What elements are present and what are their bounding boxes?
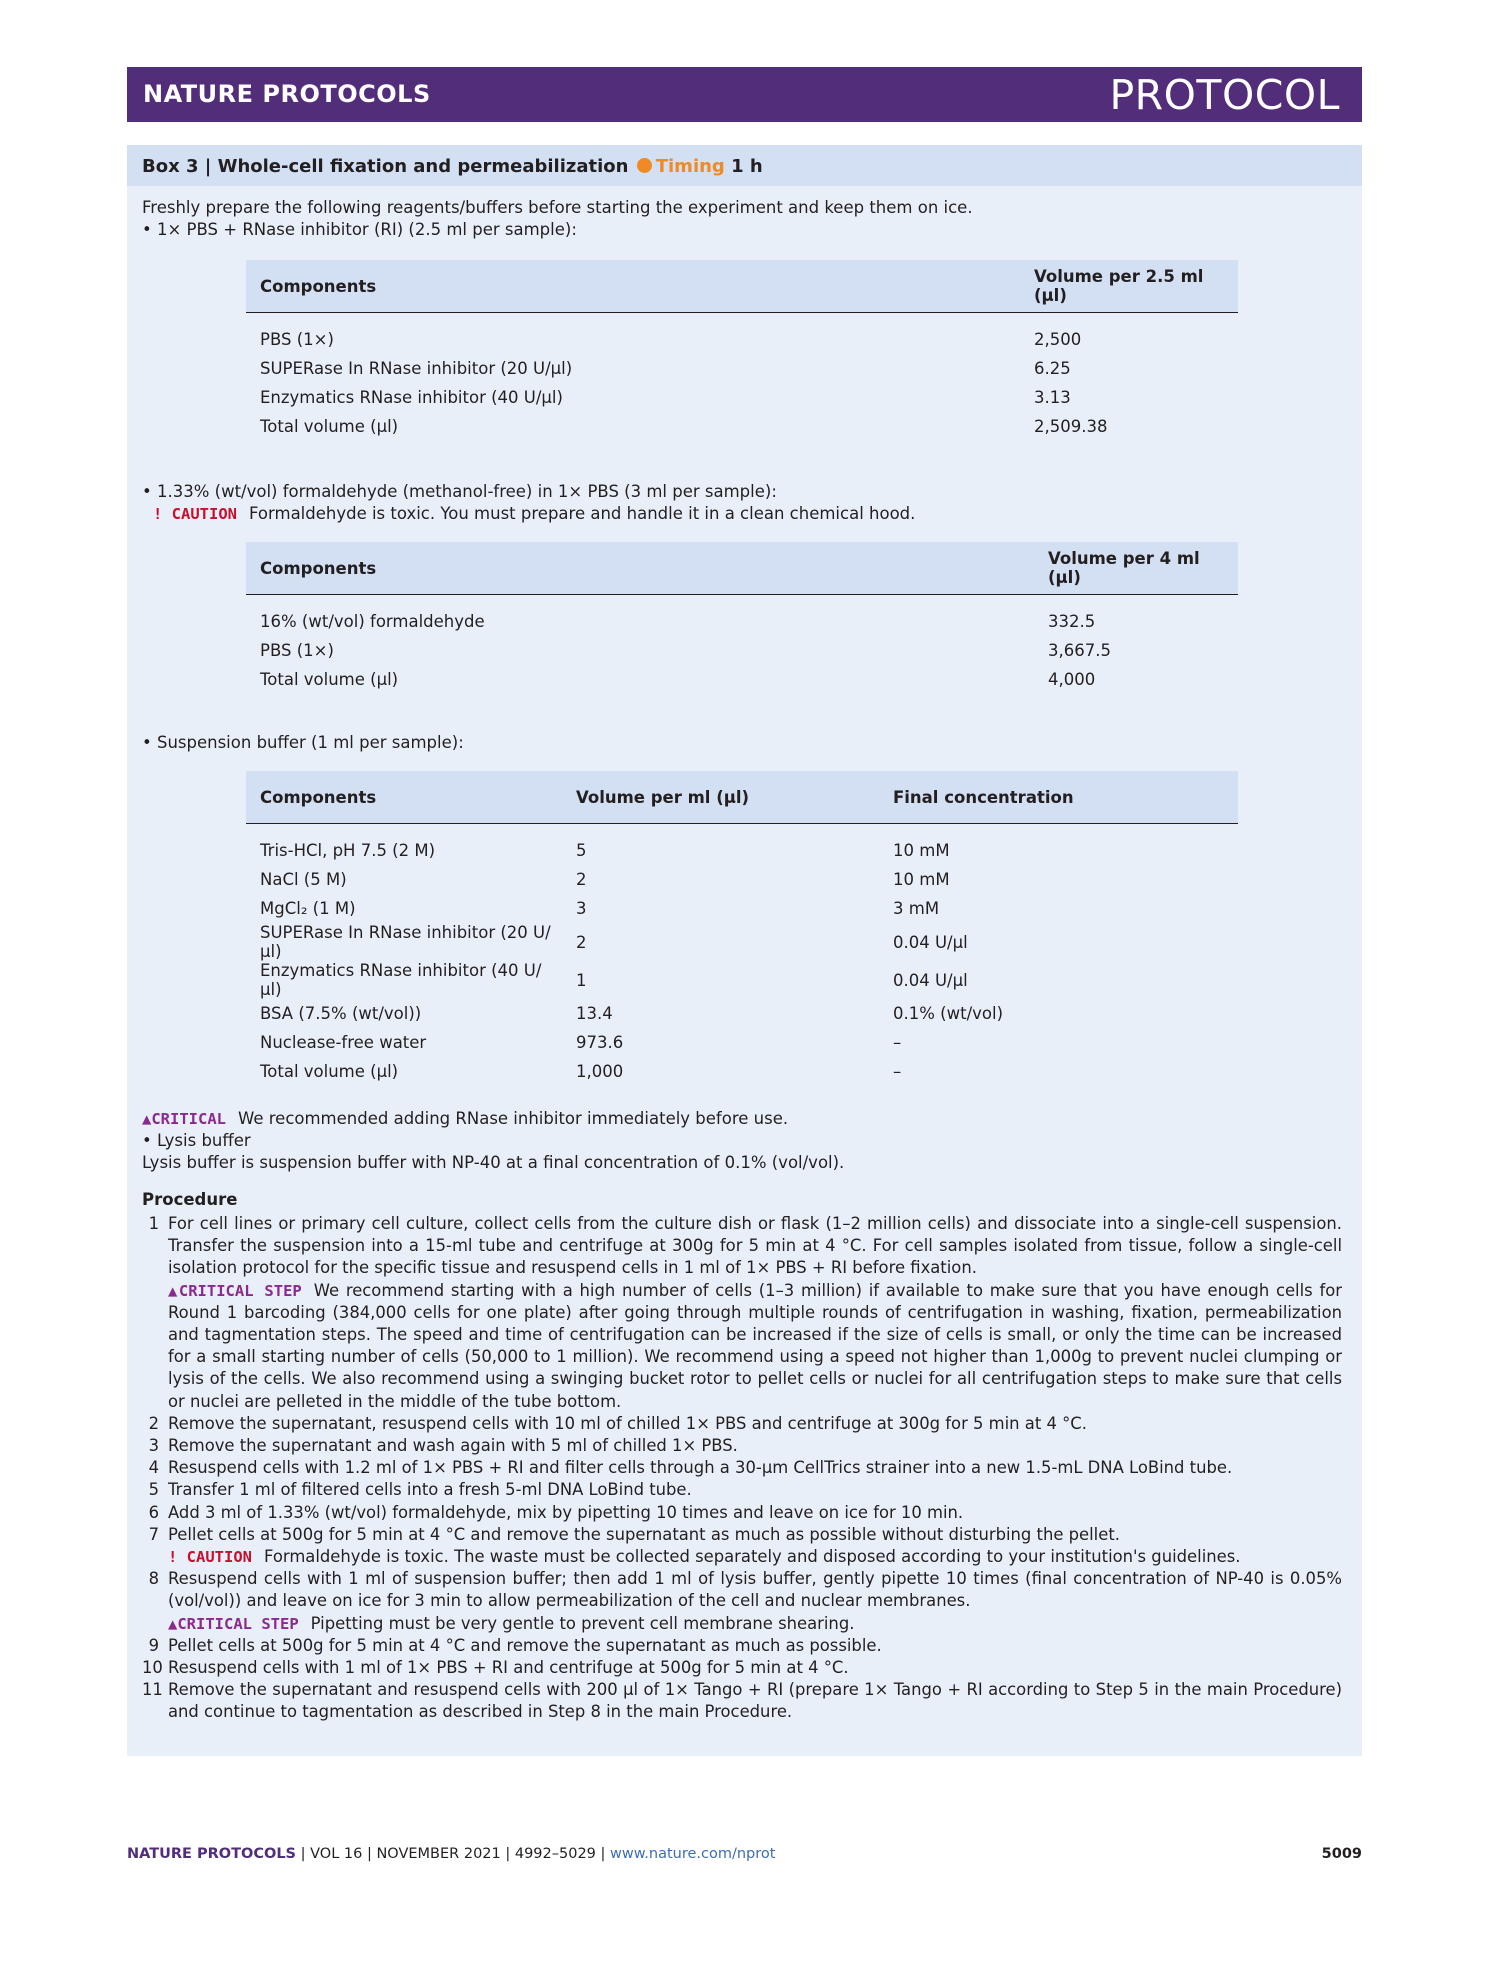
table-cell: 5 xyxy=(576,841,587,860)
table-cell: Total volume (µl) xyxy=(260,670,399,689)
box-title: Box 3 | Whole-cell fixation and permeabilization xyxy=(142,156,629,177)
footer-date: NOVEMBER 2021 xyxy=(376,1846,501,1862)
page-number: 5009 xyxy=(1321,1846,1362,1862)
table-row xyxy=(246,636,1238,665)
table-cell: Total volume (µl) xyxy=(260,417,399,436)
critical-step-text: We recommend starting with a high number of cells (1–3 million) if available to make sure that you have enough cells for Round 1 barcoding (384,000 cells for one plate) after going through multiple rounds of centrifugation in washing, fixation, permeabilization and tagmentation steps. The speed and time of centrifugation can be increased if the size of cells is small, or only the time can be increased for a small starting number of cells (50,000 to 1 million). We recommend using a speed not higher than 1,000g to prevent nuclei clumping or lysis of the cells. We also recommend using a swinging bucket rotor to pellet cells or nuclei for all centrifugation steps to make sure that cells or nuclei are pelleted in the middle of the tube bottom. xyxy=(168,1280,1343,1411)
step-text: For cell lines or primary cell culture, collect cells from the culture dish or flask (1–2 million cells) and dissociate into a single-cell suspension. Transfer the suspension into a 15-ml tube and centrifuge at 300g for 5 min at 4 °C. For cell samples isolated from tissue, follow a single-cell isolation protocol for the specific tissue and resuspend cells in 1 ml of 1× PBS + RI before fixation. xyxy=(168,1214,1342,1278)
header-banner xyxy=(127,67,1362,122)
table-header: Components xyxy=(246,260,1020,313)
critical-step-note xyxy=(168,1280,1342,1413)
procedure-steps xyxy=(142,1213,1342,1724)
table-cell: 3,667.5 xyxy=(1048,641,1111,660)
critical-label: ▲CRITICAL xyxy=(142,1110,226,1128)
caution-label: ! CAUTION xyxy=(168,1548,252,1567)
table-cell: 10 mM xyxy=(893,870,950,889)
step-number: 4 xyxy=(148,1458,159,1478)
table-cell: 3.13 xyxy=(1034,388,1071,407)
table-cell: – xyxy=(893,1062,902,1081)
table-row xyxy=(246,961,1238,999)
table-row xyxy=(246,665,1238,694)
table-cell: 2 xyxy=(576,932,587,952)
step-number: 2 xyxy=(148,1413,159,1433)
step-number: 1 xyxy=(148,1214,159,1233)
footer-pages: 4992–5029 xyxy=(514,1846,596,1862)
step-text: Remove the supernatant and wash again with 5 ml of chilled 1× PBS. xyxy=(168,1436,738,1456)
procedure-step xyxy=(142,1413,1342,1435)
caution-note xyxy=(168,1546,1342,1568)
table-cell: Tris-HCl, pH 7.5 (2 M) xyxy=(260,841,436,860)
table-cell: 0.04 U/µl xyxy=(893,932,968,952)
footer-url[interactable]: www.nature.com/nprot xyxy=(610,1846,776,1862)
procedure-step xyxy=(142,1213,1342,1413)
step-number: 9 xyxy=(148,1635,159,1655)
caution-text: Formaldehyde is toxic. The waste must be collected separately and disposed according to your institution's guidelines. xyxy=(264,1547,1241,1567)
step-number: 7 xyxy=(148,1524,159,1544)
table-header: Components xyxy=(246,542,1034,595)
table-cell: 3 mM xyxy=(893,899,940,918)
table-header: Components xyxy=(246,771,562,824)
procedure-step xyxy=(142,1568,1342,1635)
procedure-step xyxy=(142,1502,1342,1524)
procedure-step xyxy=(142,1457,1342,1479)
table-pbs-ri xyxy=(246,260,1238,441)
table-row xyxy=(246,354,1238,383)
critical-step-note xyxy=(168,1613,1342,1635)
timing-dot-icon xyxy=(637,158,652,173)
article-type: PROTOCOL xyxy=(1109,71,1340,119)
step-text: Resuspend cells with 1.2 ml of 1× PBS + RI and filter cells through a 30-µm CellTrics strainer into a new 1.5-mL DNA LoBind tube. xyxy=(168,1458,1233,1478)
table-cell: 4,000 xyxy=(1048,670,1096,689)
caution-1 xyxy=(153,503,915,525)
table-cell: Nuclease-free water xyxy=(260,1033,427,1052)
table-cell: 13.4 xyxy=(576,1004,613,1023)
footer-journal: NATURE PROTOCOLS xyxy=(127,1846,297,1862)
journal-name: NATURE PROTOCOLS xyxy=(143,80,431,108)
step-number: 5 xyxy=(148,1480,159,1500)
step-text: Add 3 ml of 1.33% (wt/vol) formaldehyde, mix by pipetting 10 times and leave on ice for 10 min. xyxy=(168,1502,964,1522)
table-cell: 2,509.38 xyxy=(1034,417,1108,436)
critical-step-text: Pipetting must be very gentle to prevent cell membrane shearing. xyxy=(310,1613,855,1633)
table-row xyxy=(246,595,1238,637)
bullet-formaldehyde: • 1.33% (wt/vol) formaldehyde (methanol-free) in 1× PBS (3 ml per sample): xyxy=(142,482,777,501)
table-row xyxy=(246,412,1238,441)
table-cell: NaCl (5 M) xyxy=(260,870,347,889)
table-cell: 2,500 xyxy=(1034,330,1082,349)
table-formaldehyde xyxy=(246,542,1238,694)
box-title-bar xyxy=(127,145,1362,186)
step-text: Pellet cells at 500g for 5 min at 4 °C and remove the supernatant as much as possible without disturbing the pellet. xyxy=(168,1524,1120,1544)
table-header: Volume per ml (µl) xyxy=(562,771,879,824)
critical-1 xyxy=(142,1108,788,1130)
table-cell: 2 xyxy=(576,870,587,889)
table-header: Final concentration xyxy=(879,771,1238,824)
caution-text: Formaldehyde is toxic. You must prepare and handle it in a clean chemical hood. xyxy=(249,504,916,523)
bullet-suspension: • Suspension buffer (1 ml per sample): xyxy=(142,733,464,752)
table-cell: Total volume (µl) xyxy=(260,1062,399,1081)
procedure-step xyxy=(142,1635,1342,1657)
table-row xyxy=(246,894,1238,923)
table-cell: Enzymatics RNase inhibitor (40 U/µl) xyxy=(260,961,542,999)
critical-step-label: ▲CRITICAL STEP xyxy=(168,1614,299,1633)
step-number: 10 xyxy=(142,1658,163,1678)
procedure-step xyxy=(142,1679,1342,1723)
step-number: 3 xyxy=(148,1436,159,1456)
table-row xyxy=(246,865,1238,894)
caution-label: ! CAUTION xyxy=(153,505,237,523)
table-row xyxy=(246,1028,1238,1057)
table-header: Volume per 4 ml (µl) xyxy=(1034,542,1238,595)
intro-text: Freshly prepare the following reagents/buffers before starting the experiment and keep them on ice. xyxy=(142,198,973,217)
footer: NATURE PROTOCOLS | VOL 16 | NOVEMBER 2021 | 4992–5029 | www.nature.com/nprot 5009 xyxy=(127,1846,1362,1862)
table-row xyxy=(246,999,1238,1028)
timing-value: 1 h xyxy=(731,156,763,177)
table-cell: MgCl₂ (1 M) xyxy=(260,899,356,918)
table-cell: 6.25 xyxy=(1034,359,1071,378)
table-row xyxy=(246,313,1238,355)
procedure-step xyxy=(142,1657,1342,1679)
lysis-text: Lysis buffer is suspension buffer with NP-40 at a final concentration of 0.1% (vol/vol). xyxy=(142,1153,845,1172)
footer-volume: VOL 16 xyxy=(310,1846,363,1862)
table-cell: 332.5 xyxy=(1048,612,1096,631)
table-cell: 973.6 xyxy=(576,1033,624,1052)
table-cell: 3 xyxy=(576,899,587,918)
box-3 xyxy=(127,145,1362,1756)
step-number: 11 xyxy=(142,1680,163,1700)
table-cell: SUPERase In RNase inhibitor (20 U/µl) xyxy=(260,923,551,961)
step-text: Resuspend cells with 1 ml of suspension buffer; then add 1 ml of lysis buffer, gently pipette 10 times (final concentration of NP-40 is 0.05% (vol/vol)) and leave on ice for 3 min to allow permeabilization of the cell and nuclear membranes. xyxy=(168,1569,1342,1611)
table-cell: 0.1% (wt/vol) xyxy=(893,1004,1004,1023)
procedure-step xyxy=(142,1435,1342,1457)
bullet-pbs: • 1× PBS + RNase inhibitor (RI) (2.5 ml per sample): xyxy=(142,220,577,239)
step-text: Remove the supernatant and resuspend cells with 200 µl of 1× Tango + RI (prepare 1× Tango + RI according to Step 5 in the main Procedure) and continue to tagmentation as described in Step 8 in the main Procedure. xyxy=(168,1680,1342,1722)
step-number: 6 xyxy=(148,1502,159,1522)
table-row xyxy=(246,923,1238,961)
table-cell: 1 xyxy=(576,970,587,990)
timing-label: Timing xyxy=(655,156,725,177)
table-cell: 0.04 U/µl xyxy=(893,970,968,990)
procedure-step xyxy=(142,1479,1342,1501)
table-cell: PBS (1×) xyxy=(260,641,334,660)
procedure-step xyxy=(142,1524,1342,1568)
bullet-lysis: • Lysis buffer xyxy=(142,1131,251,1150)
table-cell: 16% (wt/vol) formaldehyde xyxy=(260,612,485,631)
table-row xyxy=(246,383,1238,412)
table-cell: Enzymatics RNase inhibitor (40 U/µl) xyxy=(260,388,563,407)
table-cell: SUPERase In RNase inhibitor (20 U/µl) xyxy=(260,359,573,378)
step-text: Pellet cells at 500g for 5 min at 4 °C and remove the supernatant as much as possible. xyxy=(168,1635,882,1655)
table-row xyxy=(246,1057,1238,1086)
critical-text: We recommended adding RNase inhibitor immediately before use. xyxy=(238,1109,789,1128)
critical-step-label: ▲CRITICAL STEP xyxy=(168,1281,302,1300)
step-number: 8 xyxy=(148,1569,159,1589)
table-cell: 10 mM xyxy=(893,841,950,860)
table-cell: PBS (1×) xyxy=(260,330,334,349)
table-cell: – xyxy=(893,1033,902,1052)
step-text: Resuspend cells with 1 ml of 1× PBS + RI and centrifuge at 500g for 5 min at 4 °C. xyxy=(168,1658,849,1678)
table-cell: BSA (7.5% (wt/vol)) xyxy=(260,1004,422,1023)
table-suspension-buffer xyxy=(246,771,1238,1086)
table-header: Volume per 2.5 ml (µl) xyxy=(1020,260,1238,313)
procedure-title: Procedure xyxy=(142,1190,238,1209)
step-text: Transfer 1 ml of filtered cells into a fresh 5-ml DNA LoBind tube. xyxy=(168,1480,692,1500)
step-text: Remove the supernatant, resuspend cells with 10 ml of chilled 1× PBS and centrifuge at 300g for 5 min at 4 °C. xyxy=(168,1413,1087,1433)
table-cell: 1,000 xyxy=(576,1062,624,1081)
table-row xyxy=(246,824,1238,866)
